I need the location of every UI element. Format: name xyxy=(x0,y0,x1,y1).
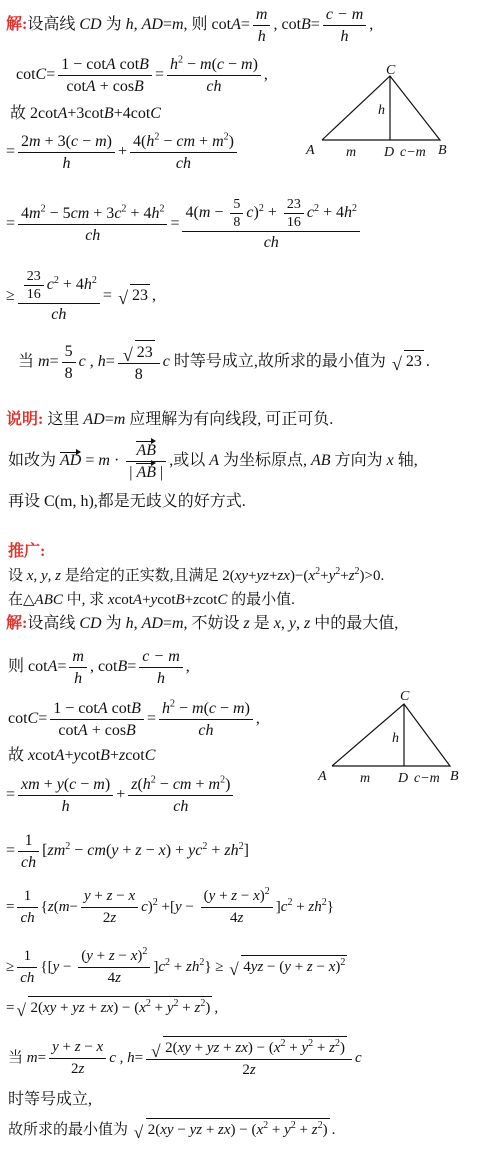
solution-1-line-1: 解:设高线 CD 为 h, AD=m, 则 cotA= $\frac{m}{h}$ , cotB= $\frac{c - m}{h}$ , xyxy=(6,6,374,45)
equality-condition-1: 当 m= $\frac{5}{8}$ c , h= √ $\frac{23}{8}$ c 时等号成立,故所求的最小值为 √ 23 . xyxy=(18,340,430,385)
expression-3: ≥ $\frac{23}{16}$ $c^2 + 4h^2$ ch = √ 23 , xyxy=(6,268,156,325)
expression-2: = $\frac{4m^2 - 5cm + 3c^2 + 4h^2}{ch}$ = 4(m − $\frac{5}{8}$ c)$^2$ + $\frac{23}{16}$ $c^2 + 4h^2$ ch xyxy=(6,196,363,253)
solution-2-line-1: 解:设高线 CD 为 h, AD=m, 不妨设 z 是 x, y, z 中的最大值, xyxy=(6,615,399,632)
vertex-b-label-2: B xyxy=(450,769,459,784)
foot-d-label: D xyxy=(384,145,395,160)
vertex-c-label-2: C xyxy=(400,689,410,704)
vertex-c-label: C xyxy=(386,63,396,78)
expression-2-2: = $\frac{1}{ch}$ $[zm^2 - cm(y + z - x) + yc^2 + zh^2]$ xyxy=(6,832,249,871)
expression-1: = $\frac{2m + 3(c - m)}{h}$ + $\frac{4(h^2 - cm + m^2)}{ch}$ xyxy=(6,131,240,174)
vertex-a-label-2: A xyxy=(318,769,327,784)
extension-line-2: 在△ABC 中, 求 xcotA+ycotB+zcotC 的最小值. xyxy=(8,592,295,608)
expression-2-4: ≥ $\frac{1}{ch}$ {[y − $\frac{(y + z - x)^2}{4z}$ ]$c^2 + zh^2$} ≥ √ $4yz - (y + z - x)^2$ xyxy=(6,946,349,989)
equality-condition-2: 当 m= $\frac{y + z - x}{2z}$ c , h= √ $\frac{2(xy + yz + zx) - (x^2 + y^2 + z^2)}{2z}$ c xyxy=(8,1036,362,1081)
cotc-formula-2: cotC= $\frac{\text{1 − cotA cotB}}{\cot A + \cos B}$ = $\frac{h^2 - m(c - m)}{ch}$ , xyxy=(8,698,260,739)
gu-line-2: 故 xcotA+ycotB+zcotC xyxy=(8,747,156,764)
note-line-1: 说明: 这里 AD=m 应理解为有向线段, 可正可负. xyxy=(6,411,334,428)
solution-2-label: 解: xyxy=(6,615,28,632)
extension-label: 推广: xyxy=(8,543,46,560)
vertex-b-label: B xyxy=(438,143,447,158)
triangle-diagram-1 xyxy=(300,62,460,162)
height-h-label-2: h xyxy=(392,731,399,746)
extension-line-1: 设 x, y, z 是给定的正实数,且满足 $2(xy+yz+zx)-(x^2+y^2+z^2)>0$. xyxy=(8,566,385,584)
segment-cm-label-2: c−m xyxy=(414,771,440,786)
solution-label: 解: xyxy=(6,16,28,34)
equality-condition-2-tail: 时等号成立, xyxy=(8,1091,93,1108)
triangle-diagram-2 xyxy=(310,686,470,786)
segment-m-label: m xyxy=(346,145,357,160)
expression-2-5: =√ 2(xy + yz + $zx) - (x^2 + y^2 + z^2)$ , xyxy=(6,996,218,1018)
gu-line-1: 故 2cotA+3cotB+4cotC xyxy=(10,105,161,122)
segment-cm-label: c−m xyxy=(400,145,426,160)
height-h-label: h xyxy=(378,103,385,118)
note-line-2: 如改为 AD = m · $\frac{AB}{| AB |}$ ,或以 A 为坐标原点, AB 方向为 x 轴, xyxy=(8,442,418,481)
expression-2-1: = $\frac{xm + y(c - m)}{h}$ + $\frac{z(h^2 - cm + m^2)}{ch}$ xyxy=(6,774,236,817)
cotc-formula: cotC= $\frac{\text{1 − cotA cotB}}{\cot A + \cos B}$ = $\frac{h^2 - m(c - m)}{ch}$ , xyxy=(16,54,268,95)
final-answer-2: 故所求的最小值为 √ 2(xy − yz + $zx) - (x^2 + y^2 + z^2)$ . xyxy=(8,1118,335,1140)
vertex-a-label: A xyxy=(306,143,315,158)
solution-2-line-2: 则 cotA= $\frac{m}{h}$ , cotB= $\frac{c - m}{h}$ , xyxy=(8,648,190,687)
expression-2-3: = $\frac{1}{ch}$ {z(m− $\frac{y + z - x}{2z}$ c)$^2$ +[y − $\frac{(y + z - x)^2}{4z}$ ]$c^2 + zh^2$} xyxy=(6,886,334,926)
note-label: 说明: xyxy=(6,411,44,428)
foot-d-label-2: D xyxy=(398,771,409,786)
note-line-3: 再设 C(m, h),都是无歧义的好方式. xyxy=(8,493,246,510)
segment-m-label-2: m xyxy=(360,771,371,786)
